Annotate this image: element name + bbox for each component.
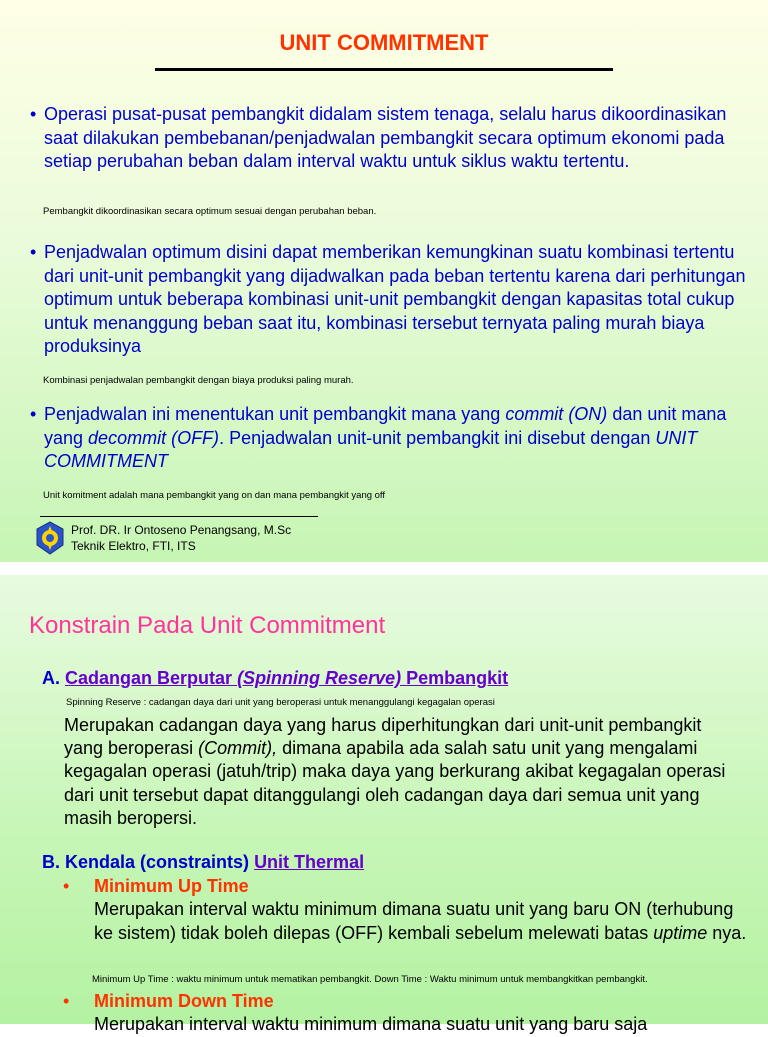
min-up-time-paragraph: Merupakan interval waktu minimum dimana suatu unit yang baru ON (terhubung ke sistem) tidak boleh dilepas (OFF) kembali sebelum melewati batas uptime nya. — [94, 899, 747, 943]
bullet-dot: • — [63, 991, 70, 1011]
slide-title: UNIT COMMITMENT — [279, 30, 489, 55]
bullet-2 — [30, 241, 750, 359]
title-underline — [155, 68, 613, 71]
bullet-note: Pembangkit dikoordinasikan secara optimum sesuai dengan perubahan beban. — [43, 206, 377, 217]
section-a-note: Spinning Reserve : cadangan daya dari unit yang beroperasi untuk menanggulangi kegagalan operasi — [66, 697, 495, 708]
bullet-text: Penjadwalan ini menentukan unit pembangkit mana yang commit (ON) dan unit mana yang decommit (OFF). Penjadwalan unit-unit pembangkit ini disebut dengan UNIT COMMITMENT — [44, 404, 727, 471]
its-logo-icon — [35, 521, 65, 555]
section-a-paragraph: Merupakan cadangan daya yang harus diperhitungkan dari unit-unit pembangkit yang beroperasi (Commit), dimana apabila ada salah satu unit yang mengalami kegagalan operasi (jatuh/trip) maka daya yang berkurang akibat kegagalan operasi dari unit tersebut dapat ditanggulangi oleh cadangan daya dari semua unit yang masih beropersi. — [64, 715, 726, 828]
bullet-note: Kombinasi penjadwalan pembangkit dengan biaya produksi paling murah. — [43, 375, 354, 386]
min-down-time-paragraph: Merupakan interval waktu minimum dimana suatu unit yang baru saja — [94, 1014, 648, 1034]
bullet-3 — [30, 403, 750, 474]
min-up-time-title: Minimum Up Time — [94, 876, 249, 896]
footer-divider — [40, 516, 318, 517]
footer-author: Prof. DR. Ir Ontoseno Penangsang, M.Sc Teknik Elektro, FTI, ITS — [71, 523, 292, 553]
section-b-link[interactable]: Unit Thermal — [254, 852, 365, 872]
bullet-dot: • — [30, 404, 37, 424]
slide-separator — [0, 562, 768, 575]
min-down-time-title: Minimum Down Time — [94, 991, 274, 1011]
slide-title-2: Konstrain Pada Unit Commitment — [29, 612, 386, 639]
bullet-text: Penjadwalan optimum disini dapat memberikan kemungkinan suatu kombinasi tertentu dari unit-unit pembangkit yang dijadwalkan pada beban tertentu karena dari perhitungan optimum untuk beberapa kombinasi unit-unit pembangkit dengan kapasitas total cukup untuk menanggung beban saat itu, kombinasi tersebut ternyata paling murah biaya produksinya — [44, 242, 746, 356]
bullet-text: Operasi pusat-pusat pembangkit didalam sistem tenaga, selalu harus dikoordinasikan saat dilakukan pembebanan/penjadwalan pembangkit secara optimum ekonomi pada setiap perubahan beban dalam interval waktu untuk siklus waktu tertentu. — [44, 104, 727, 171]
bullet-note: Unit komitment adalah mana pembangkit yang on dan mana pembangkit yang off — [43, 490, 386, 501]
section-a-heading: A. Cadangan Berputar (Spinning Reserve) Pembangkit — [42, 668, 509, 688]
bullet-dot: • — [30, 104, 37, 124]
min-up-time-note: Minimum Up Time : waktu minimum untuk mematikan pembangkit. Down Time : Waktu minimum untuk membangkitkan pembangkit. — [92, 974, 648, 985]
section-b-heading: B. Kendala (constraints) Unit Thermal — [42, 852, 365, 872]
section-a-link[interactable]: Cadangan Berputar (Spinning Reserve) Pembangkit — [65, 668, 509, 688]
bullet-dot: • — [63, 876, 70, 896]
bullet-1 — [30, 103, 750, 174]
bullet-dot: • — [30, 242, 37, 262]
